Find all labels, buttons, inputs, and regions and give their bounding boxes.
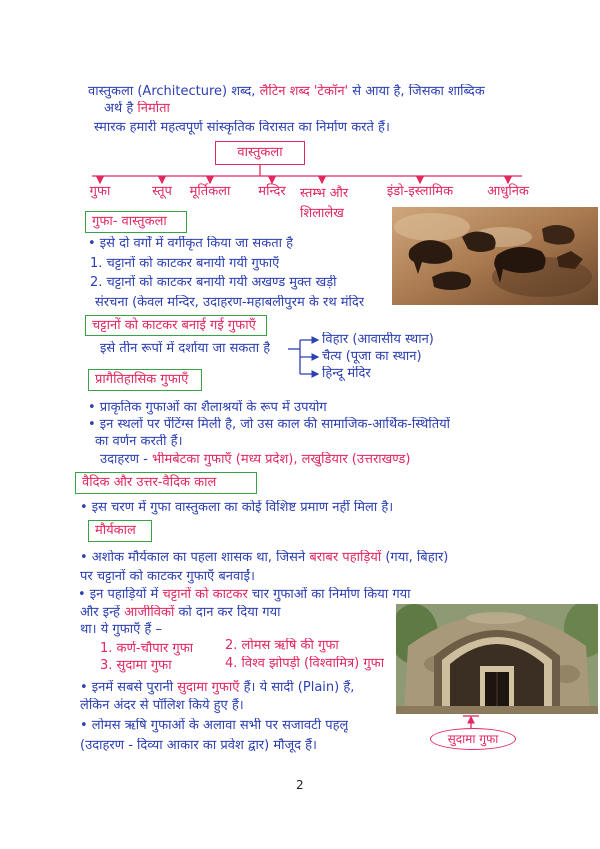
- mauryan-cave-sudama: 3. सुदामा गुफा: [100, 658, 172, 673]
- rock-cut-form-vihara: विहार (आवासीय स्थान): [322, 332, 434, 347]
- mauryan-point-3: [80, 680, 354, 696]
- tree-branch-modern: आधुनिक: [487, 184, 529, 199]
- mauryan-point-3-start: • इनमें सबसे पुरानी: [80, 680, 174, 695]
- prehistoric-point-1: • प्राकृतिक गुफाओं का शैलाश्रयों के रूप में उपयोग: [88, 400, 327, 415]
- prehistoric-example-label: उदाहरण -: [100, 452, 148, 467]
- cave-painting-image: [392, 207, 598, 305]
- vedic-point: • इस चरण में गुफा वास्तुकला का कोई विशिष्ट प्रमाण नहीं मिला है।: [80, 500, 394, 515]
- intro-line-1: [88, 84, 485, 100]
- intro-architecture-term: वास्तुकला (Architecture) शब्द,: [88, 84, 256, 99]
- mauryan-point-1-location: (गया, बिहार): [385, 550, 449, 565]
- mauryan-point-3-continued: लेकिन अंदर से पॉलिश किये हुए हैं।: [80, 698, 244, 713]
- prehistoric-heading: प्रागैतिहासिक गुफाएँ: [88, 369, 202, 391]
- intro-line-2: [104, 101, 170, 117]
- mauryan-donation-start: और इन्हें: [80, 605, 120, 620]
- mauryan-cave-lomas-rishi: 2. लोमस ऋषि की गुफा: [225, 638, 339, 653]
- mauryan-rock-cut-phrase: चट्टानों को काटकर: [162, 587, 248, 602]
- page-number: 2: [296, 778, 304, 792]
- intro-origin-text: से आया है, जिसका शाब्दिक: [352, 84, 485, 99]
- tree-branch-cave: गुफा: [89, 184, 111, 199]
- mauryan-point-1: [80, 550, 448, 566]
- mauryan-point-3-end: हैं। ये सादी (Plain) हैं,: [243, 680, 355, 695]
- cave-class-item-2-continued: संरचना (केवल मन्दिर, उदाहरण-महाबलीपुरम के रथ मंदिर: [95, 295, 365, 310]
- mauryan-point-4: • लोमस ऋषि गुफाओं के अलावा सभी पर सजावटी पहलू: [80, 718, 349, 733]
- tree-branch-stupa: स्तूप: [152, 184, 172, 199]
- mauryan-point-2-start: • इन पहाड़ियों में: [78, 587, 159, 602]
- tree-root-box: वास्तुकला: [215, 141, 305, 165]
- mauryan-cave-karna-chaupar: 1. कर्ण-चौपार गुफा: [100, 641, 194, 656]
- cave-architecture-heading: गुफा- वास्तुकला: [85, 211, 187, 233]
- prehistoric-example-sites: भीमबेटका गुफाएँ (मध्य प्रदेश), लखुडियार (उत्तराखण्ड): [151, 452, 411, 467]
- mauryan-donation-end: को दान कर दिया गया: [178, 605, 281, 620]
- mauryan-point-1-continued: पर चट्टानों को काटकर गुफाएँ बनवाईं।: [80, 569, 255, 584]
- intro-meaning-label: अर्थ है: [104, 101, 134, 116]
- mauryan-ajivikas: आजीविकों: [124, 605, 175, 620]
- mauryan-point-1-start: • अशोक मौर्यकाल का पहला शासक था, जिसने: [80, 550, 306, 565]
- sudama-cave-caption: सुदामा गुफा: [430, 728, 516, 750]
- intro-meaning-value: निर्माता: [137, 101, 170, 116]
- mauryan-heading: मौर्यकाल: [88, 520, 152, 542]
- mauryan-caves-intro: था। ये गुफाएँ हैं –: [80, 622, 162, 637]
- mauryan-barabar-hills: बराबर पहाड़ियों: [309, 550, 382, 565]
- rock-cut-heading: चट्टानों को काटकर बनाई गई गुफाएँ: [85, 315, 267, 336]
- mauryan-sudama-caves: सुदामा गुफाएँ: [177, 680, 240, 695]
- mauryan-point-4-continued: (उदाहरण - दिव्या आकार का प्रवेश द्वार) मौजूद हैं।: [80, 738, 317, 753]
- mauryan-point-2-continued: [80, 605, 281, 621]
- mauryan-point-2: [78, 587, 411, 603]
- mauryan-cave-vishwa-jhopri: 4. विश्व झोपड़ी (विश्वामित्र) गुफा: [225, 656, 385, 671]
- tree-branch-pillars-inscriptions: स्तम्भ और शिलालेख: [300, 186, 349, 221]
- rock-cut-form-hindu-temple: हिन्दू मंदिर: [322, 366, 371, 381]
- tree-branch-temple: मन्दिर: [258, 184, 286, 199]
- prehistoric-example: [100, 452, 410, 468]
- intro-line-3: स्मारक हमारी महत्वपूर्ण सांस्कृतिक विरासत का निर्माण करते हैं।: [94, 120, 390, 135]
- cave-classification-point: • इसे दो वर्गों में वर्गीकृत किया जा सकता है: [88, 236, 294, 251]
- tree-branch-indo-islamic: इंडो-इस्लामिक: [386, 184, 454, 199]
- rock-cut-intro: इसे तीन रूपों में दर्शाया जा सकता है: [100, 341, 271, 356]
- sudama-cave-image: [396, 604, 598, 714]
- cave-class-item-2: 2. चट्टानों को काटकर बनायी गयी अखण्ड मुक्त खड़ी: [90, 275, 337, 290]
- prehistoric-point-2: • इन स्थलों पर पेंटिंग्स मिली है, जो उस काल की सामाजिक-आर्थिक-स्थितियों: [88, 417, 451, 432]
- intro-latin-word: लैटिन शब्द 'टेकॉन': [259, 84, 349, 99]
- mauryan-point-2-end: चार गुफाओं का निर्माण किया गया: [252, 587, 411, 602]
- rock-cut-form-chaitya: चैत्य (पूजा का स्थान): [322, 349, 422, 364]
- prehistoric-point-2-continued: का वर्णन करती हैं।: [95, 434, 183, 449]
- cave-class-item-1: 1. चट्टानों को काटकर बनायी गयी गुफाएँ: [90, 256, 280, 271]
- vedic-heading: वैदिक और उत्तर-वैदिक काल: [75, 472, 257, 494]
- tree-branch-sculpture: मूर्तिकला: [189, 184, 231, 199]
